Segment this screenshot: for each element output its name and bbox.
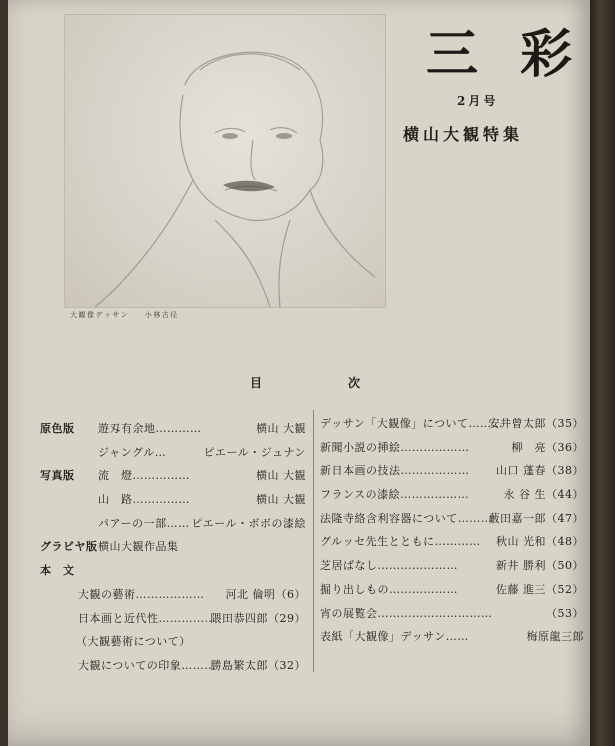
toc-author: （53） [546, 606, 584, 620]
toc-entry [320, 554, 584, 578]
toc-title: パアーの一部…… [98, 516, 190, 530]
toc-entry [320, 578, 584, 602]
toc-entry [320, 602, 584, 626]
issue-label: 2月号 [457, 94, 499, 108]
toc-author: ピエール・ボボの漆絵 [191, 516, 306, 530]
page-edge [590, 0, 615, 746]
toc-entry [40, 535, 306, 559]
toc-title: 日本画と近代性…………… [78, 611, 216, 625]
toc-entry [320, 459, 584, 483]
toc-title: グルッセ先生とともに………… [320, 535, 481, 549]
toc-author: 河北 倫明（6） [225, 587, 306, 601]
toc-category: グラビヤ版 [40, 540, 98, 554]
toc-author: 隈田恭四郎（29） [210, 611, 306, 625]
toc-entry [40, 512, 306, 536]
toc-author: ピエール・ジュナン [203, 445, 306, 459]
toc-category: 写真版 [40, 469, 75, 483]
toc-entry [320, 507, 584, 531]
toc-title: ジャングル… [98, 445, 167, 459]
toc-entry [320, 530, 584, 554]
toc-entry [320, 625, 584, 649]
toc-entry [320, 412, 584, 436]
toc-entry [40, 417, 306, 441]
caption-subject: 大観像デッサン [70, 311, 130, 319]
toc-right-column [320, 412, 584, 649]
toc-title: 流 燈…………… [98, 469, 190, 483]
toc-entry [40, 654, 306, 678]
toc-author: 永 谷 生（44） [503, 488, 584, 502]
magazine-title: 三 彩 [426, 24, 585, 85]
toc-title: デッサン「大観像」について……… [320, 417, 504, 430]
toc-title: 芝居ばなし………………… [320, 559, 458, 573]
toc-title: 山 路…………… [98, 493, 190, 507]
toc-author: 勝島繁太郎（32） [210, 658, 306, 672]
toc-title: 宵の展覧会………………………… [320, 606, 493, 620]
toc-title: フランスの漆絵……………… [320, 488, 470, 502]
toc-author: 佐藤 進三（52） [496, 582, 584, 596]
toc-heading-left: 目 [250, 376, 263, 390]
toc-title: 法隆寺絡含利容器について……… [320, 511, 493, 525]
toc-title: 横山大観作品集 [98, 540, 179, 554]
toc-entry [40, 464, 306, 488]
toc-title: 大観の藝術……………… [78, 587, 205, 601]
toc-title: 遊刄有余地………… [98, 422, 202, 435]
special-feature-title: 横山大観特集 [403, 125, 524, 144]
caption-artist: 小林古径 [144, 311, 179, 319]
toc-author: 秋山 光和（48） [496, 535, 584, 549]
toc-entry [40, 441, 306, 465]
toc-entry [40, 583, 306, 607]
toc-title: 大観についての印象……… [78, 658, 216, 672]
magazine-page [8, 0, 590, 746]
toc-title: （大観藝術について） [76, 635, 191, 649]
toc-author: 山口 蓬春（38） [496, 464, 584, 478]
toc-author: 横山 大観 [256, 493, 306, 507]
toc-entry [320, 436, 584, 460]
toc-author: 新井 勝利（50） [496, 559, 584, 573]
toc-category: 本 文 [40, 564, 75, 578]
column-divider [313, 410, 314, 672]
toc-title: 表紙「大観像」デッサン…… [320, 630, 469, 644]
toc-author: 安井曾太郎（35） [488, 417, 584, 430]
toc-title: 新聞小説の挿絵……………… [320, 440, 470, 454]
toc-author: 横山 大観 [256, 422, 306, 435]
toc-category: 原色版 [40, 422, 75, 435]
portrait-drawing [65, 15, 385, 307]
toc-entry [40, 630, 306, 654]
toc-entry [40, 607, 306, 631]
toc-author: 藪田嘉一郎（47） [488, 511, 584, 525]
toc-author: 柳 亮（36） [511, 440, 584, 454]
toc-left-column [40, 417, 306, 678]
toc-title: 掘り出しもの……………… [320, 582, 458, 596]
toc-author: 横山 大観 [256, 469, 306, 483]
toc-title: 新日本画の技法……………… [320, 464, 470, 478]
toc-entry [40, 559, 306, 583]
portrait-caption [70, 310, 191, 320]
toc-author: 梅原龍三郎 [526, 630, 584, 644]
toc-entry [320, 483, 584, 507]
portrait-sketch [64, 14, 386, 308]
toc-heading-right: 次 [348, 376, 361, 390]
toc-entry [40, 488, 306, 512]
